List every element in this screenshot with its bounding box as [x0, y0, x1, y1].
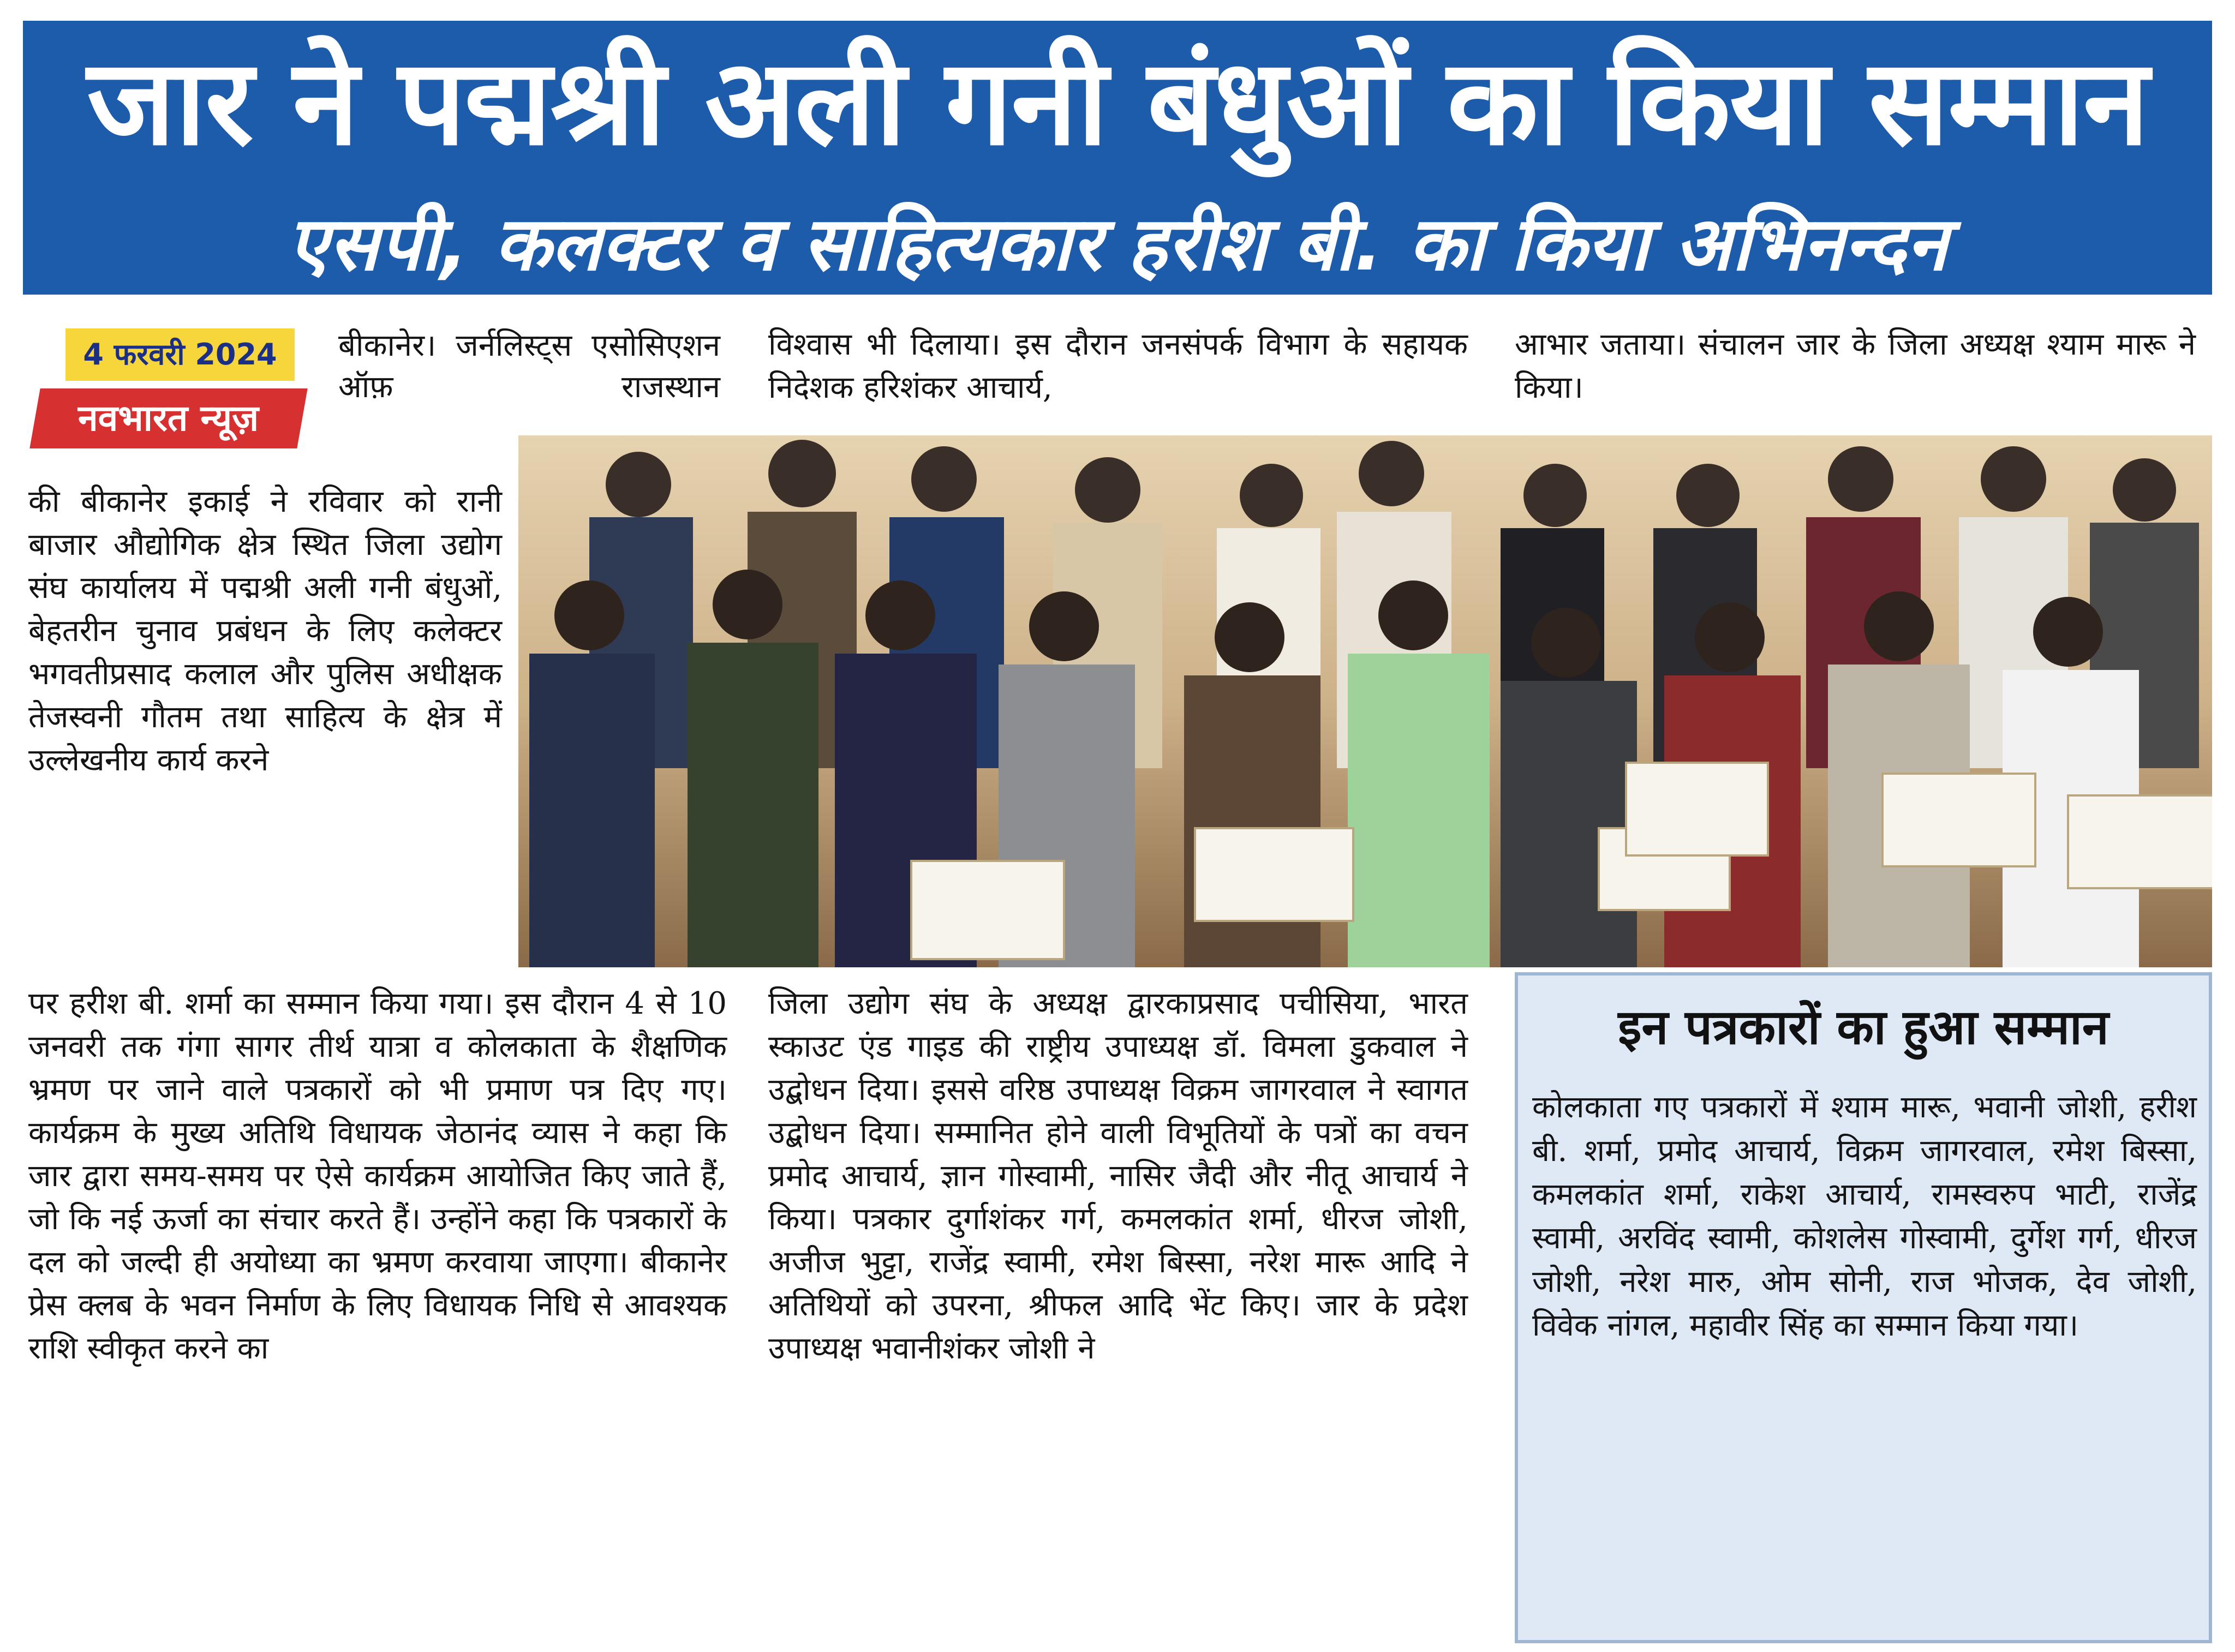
article-paragraph-2: पर हरीश बी. शर्मा का सम्मान किया गया। इस दौरान 4 से 10 जनवरी तक गंगा सागर तीर्थ यात्रा व कोलकाता के शैक्षणिक भ्रमण पर जाने वाले पत्रकारों को भी प्रमाण पत्र दिए गए। कार्यक्रम के मुख्य अतिथि विधायक जेठानंद व्यास ने कहा कि जार द्वारा समय-समय पर ऐसे कार्यक्रम आयोजित किए जाते हैं, जो कि नई ऊर्जा का संचार करते हैं। उन्होंने कहा कि पत्रकारों के दल को जल्दी ही अयोध्या का भ्रमण करवाया जाएगा। बीकानेर प्रेस क्लब के भवन निर्माण के लिए विधायक निधि से आवश्यक राशि स्वीकृत करने का: [28, 986, 727, 1366]
publication-badge: [29, 388, 307, 448]
honorees-list: कोलकाता गए पत्रकारों में श्याम मारू, भवानी जोशी, हरीश बी. शर्मा, प्रमोद आचार्य, विक्रम जागरवाल, रमेश बिस्सा, कमलकांत शर्मा, राकेश आचार्य, रामस्वरुप भाटी, राजेंद्र स्वामी, अरविंद स्वामी, कोशलेस गोस्वामी, दुर्गेश गर्ग, धीरज जोशी, नरेश मारु, ओम सोनी, राज भोजक, देव जोशी, विवेक नांगल, महावीर सिंह का सम्मान किया गया।: [1532, 1090, 2197, 1343]
column-1-intro: [338, 325, 720, 408]
column-2-top: [768, 323, 1468, 409]
subheadline: एसपी, कलक्टर व साहित्यकार हरीश बी. का किया अभिनन्दन: [287, 201, 1948, 288]
article-paragraph-3: विश्वास भी दिलाया। इस दौरान जनसंपर्क विभाग के सहायक निदेशक हरिशंकर आचार्य,: [768, 327, 1468, 405]
date-badge: 4 फरवरी 2024: [65, 328, 295, 381]
headline: जार ने पद्मश्री अली गनी बंधुओं का किया सम्मान: [87, 34, 2148, 172]
group-photo: [518, 435, 2212, 967]
column-1-lower: [28, 982, 727, 1370]
article-dateline: बीकानेर। जर्नलिस्ट्स एसोसिएशन ऑफ़ राजस्थान: [338, 328, 720, 405]
column-2-lower: [768, 982, 1468, 1370]
article-paragraph-5: जिला उद्योग संघ के अध्यक्ष द्वारकाप्रसाद पचीसिया, भारत स्काउट एंड गाइड की राष्ट्रीय उपाध्यक्ष डॉ. विमला डुकवाल ने उद्बोधन दिया। इससे वरिष्ठ उपाध्यक्ष विक्रम जागरवाल ने स्वागत उद्बोधन दिया। सम्मानित होने वाली विभूतियों के पत्रों का वचन प्रमोद आचार्य, ज्ञान गोस्वामी, नासिर जैदी और नीतू आचार्य ने किया। पत्रकार दुर्गाशंकर गर्ग, कमलकांत शर्मा, धीरज जोशी, अजीज भुट्टा, राजेंद्र स्वामी, रमेश बिस्सा, नरेश मारू आदि ने अतिथियों को उपरना, श्रीफल आदि भेंट किए। जार के प्रदेश उपाध्यक्ष भवानीशंकर जोशी ने: [768, 986, 1468, 1366]
honorees-box: [1515, 972, 2212, 1643]
publication-name: नवभारत न्यूज़: [78, 397, 259, 439]
group-photo-icon: [518, 435, 2212, 967]
headline-banner: [23, 21, 2212, 295]
column-1-body: [28, 480, 502, 782]
article-paragraph-4: आभार जताया। संचालन जार के जिला अध्यक्ष श्याम मारू ने किया।: [1515, 327, 2196, 405]
article-paragraph-1: की बीकानेर इकाई ने रविवार को रानी बाजार औद्योगिक क्षेत्र स्थित जिला उद्योग संघ कार्यालय में पद्मश्री अली गनी बंधुओं, बेहतरीन चुनाव प्रबंधन के लिए कलेक्टर भगवतीप्रसाद कलाल और पुलिस अधीक्षक तेजस्वनी गौतम तथा साहित्य के क्षेत्र में उल्लेखनीय कार्य करने: [28, 484, 502, 778]
column-3-top: [1515, 323, 2196, 409]
honorees-title: इन पत्रकारों का हुआ सम्मान: [1618, 999, 2109, 1055]
